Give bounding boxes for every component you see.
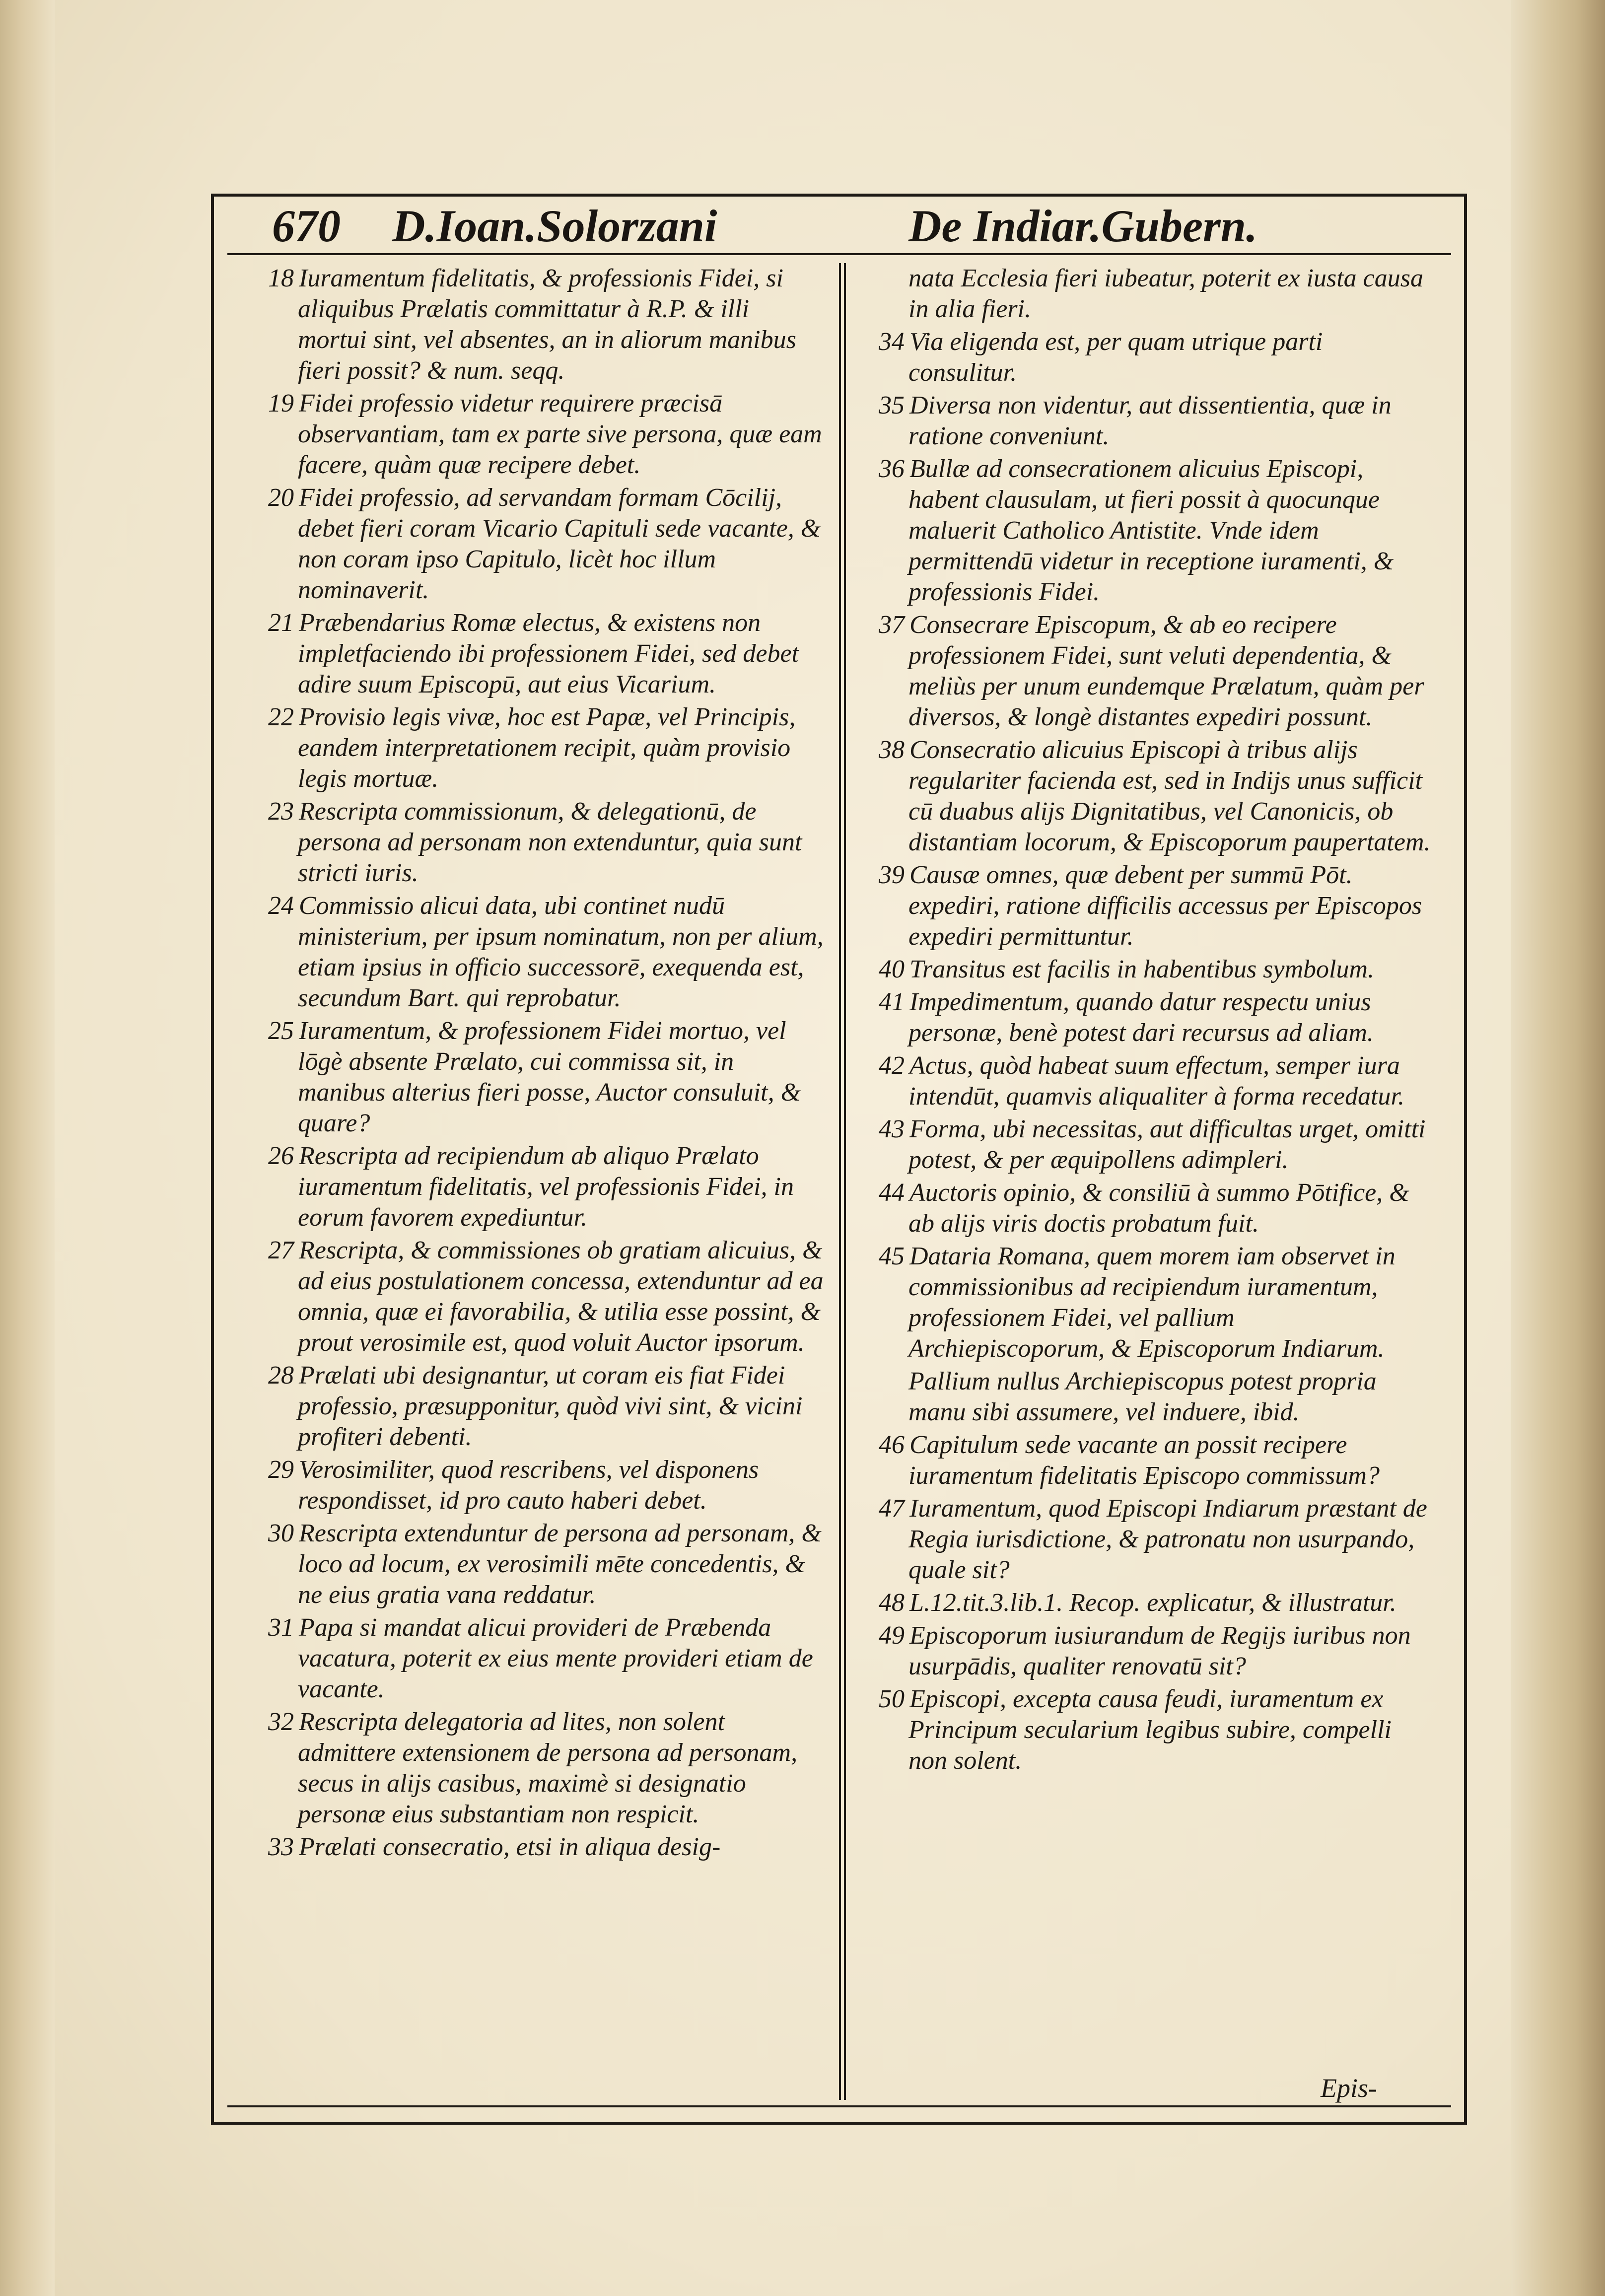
index-entry xyxy=(268,891,824,1014)
entry-number: 20 xyxy=(268,484,294,512)
entry-text: Prælati consecratio, etsi in aliqua desig- xyxy=(299,1833,721,1861)
entry-text: Rescripta commissionum, & delegationū, de persona ad personam non extenduntur, quia sunt stricti iuris. xyxy=(298,797,802,887)
left-column xyxy=(268,263,824,1865)
index-entry xyxy=(268,1518,824,1610)
index-entry xyxy=(268,1141,824,1233)
entry-number: 24 xyxy=(268,892,294,920)
entry-text: L.12.tit.3.lib.1. Recop. explicatur, & illustratur. xyxy=(909,1589,1396,1617)
page-gutter xyxy=(0,0,55,2296)
entry-number: 32 xyxy=(268,1708,294,1736)
index-entry xyxy=(268,1235,824,1358)
entry-number: 49 xyxy=(879,1621,905,1650)
entry-text: Actus, quòd habeat suum effectum, semper iura intendūt, quamvis aliqualiter à forma recedatur. xyxy=(908,1051,1404,1111)
entry-number: 39 xyxy=(879,861,905,889)
index-entry xyxy=(879,1050,1435,1112)
page-number: 670 xyxy=(272,201,341,251)
entry-number: 26 xyxy=(268,1142,294,1170)
index-entry xyxy=(268,1832,824,1863)
index-entry xyxy=(879,1114,1435,1176)
entry-text: Rescripta delegatoria ad lites, non solent admittere extensionem de persona ad personam, secus in alijs casibus, maximè si designatio personæ eius substantiam non respicit. xyxy=(298,1708,798,1828)
running-head-title: De Indiar.Gubern. xyxy=(908,201,1257,251)
entry-text: Forma, ubi necessitas, aut difficultas urget, omitti potest, & per æquipollens adimpleri. xyxy=(908,1115,1426,1174)
entry-text: Pallium nullus Archiepiscopus potest propria manu sibi assumere, vel induere, ibid. xyxy=(908,1367,1377,1426)
entry-text: Prælati ubi designantur, ut coram eis fiat Fidei professio, præsupponitur, quòd vivi sint, & vicini profiteri debenti. xyxy=(298,1361,803,1451)
index-entry xyxy=(268,1455,824,1516)
entry-text: Consecrare Episcopum, & ab eo recipere professionem Fidei, sunt veluti dependentia, & meliùs per unum eundemque Prælatum, quàm per diversos, & longè distantes expediri possunt. xyxy=(908,611,1424,731)
entry-text: Via eligenda est, per quam utrique parti consulitur. xyxy=(908,328,1323,387)
entry-number: 18 xyxy=(268,264,294,292)
index-entry xyxy=(879,454,1435,608)
index-entry xyxy=(879,390,1435,452)
index-entry xyxy=(879,860,1435,952)
index-entry xyxy=(879,1493,1435,1586)
entry-number: 30 xyxy=(268,1519,294,1547)
entry-number: 29 xyxy=(268,1456,294,1484)
entry-text: Iuramentum fidelitatis, & professionis Fidei, si aliquibus Prælatis committatur à R.P. & illi mortui sint, vel absentes, an in aliorum manibus fieri possit? & num. seqq. xyxy=(298,264,796,385)
entry-text: Rescripta extenduntur de persona ad personam, & loco ad locum, ex verosimili mēte concedentis, & ne eius gratia vana reddatur. xyxy=(298,1519,822,1609)
entry-text: Provisio legis vivæ, hoc est Papæ, vel Principis, eandem interpretationem recipit, quàm provisio legis mortuæ. xyxy=(298,703,796,793)
entry-text: Episcoporum iusiurandum de Regijs iuribus non usurpādis, qualiter renovatū sit? xyxy=(908,1621,1411,1680)
entry-number: 35 xyxy=(879,391,905,419)
entry-number: 45 xyxy=(879,1242,905,1270)
entry-number: 50 xyxy=(879,1685,905,1713)
entry-number: 38 xyxy=(879,736,905,764)
entry-number: 43 xyxy=(879,1115,905,1143)
index-entry xyxy=(268,1707,824,1830)
entry-text: Fidei professio videtur requirere præcisā observantiam, tam ex parte sive persona, quæ eam facere, quàm quæ recipere debet. xyxy=(298,389,822,479)
entry-text: Consecratio alicuius Episcopi à tribus alijs regulariter facienda est, sed in Indijs unus sufficit cū duabus alijs Dignitatibus, vel Canonicis, ob distantiam locorum, & Episcoporum paupertatem. xyxy=(908,736,1431,856)
index-entry xyxy=(879,1366,1435,1428)
entry-text: Rescripta ad recipiendum ab aliquo Prælato iuramentum fidelitatis, vel professionis Fidei, in eorum favorem expediuntur. xyxy=(298,1142,794,1232)
entry-text: Papa si mandat alicui provideri de Præbenda vacatura, poterit ex eius mente provideri etiam de vacante. xyxy=(298,1613,813,1703)
index-entry xyxy=(879,954,1435,985)
entry-text: Auctoris opinio, & consiliū à summo Pōtifice, & ab alijs viris doctis probatum fuit. xyxy=(908,1179,1409,1238)
entry-text: Iuramentum, quod Episcopi Indiarum præstant de Regia iurisdictione, & patronatu non usurpando, quale sit? xyxy=(908,1494,1427,1584)
index-entry xyxy=(879,610,1435,733)
entry-number: 41 xyxy=(879,988,905,1016)
entry-number: 48 xyxy=(879,1589,905,1617)
index-entry xyxy=(268,1360,824,1453)
entry-text: Bullæ ad consecrationem alicuius Episcopi, habent clausulam, ut fieri possit à quocunque maluerit Catholico Antistite. Vnde idem permittendū videtur in receptione iuramenti, & professionis Fidei. xyxy=(908,455,1394,606)
index-entry xyxy=(268,1016,824,1139)
entry-text: Episcopi, excepta causa feudi, iuramentum ex Principum secularium legibus subire, compelli non solent. xyxy=(908,1685,1392,1775)
right-column xyxy=(879,263,1435,1778)
entry-number: 34 xyxy=(879,328,905,356)
entry-text: Capitulum sede vacante an possit recipere iuramentum fidelitatis Episcopo commissum? xyxy=(908,1431,1380,1490)
index-entry xyxy=(268,702,824,794)
entry-number: 22 xyxy=(268,703,294,731)
index-entry xyxy=(268,483,824,606)
entry-text: Transitus est facilis in habentibus symbolum. xyxy=(909,955,1375,983)
entry-number: 25 xyxy=(268,1017,294,1045)
index-entry xyxy=(879,1588,1435,1618)
entry-number: 19 xyxy=(268,389,294,417)
index-entry xyxy=(879,263,1435,325)
entry-text: Commissio alicui data, ubi continet nudū ministerium, per ipsum nominatum, non per alium, etiam ipsius in officio successorē, exequenda est, secundum Bart. qui reprobatur. xyxy=(298,892,824,1012)
entry-number: 42 xyxy=(879,1051,905,1080)
index-entry xyxy=(879,1430,1435,1491)
entry-text: Dataria Romana, quem morem iam observet in commissionibus ad recipiendum iuramentum, professionem Fidei, vel pallium Archiepiscoporum, & Episcoporum Indiarum. xyxy=(908,1242,1396,1363)
catchword: Epis- xyxy=(1321,2073,1377,2103)
index-entry xyxy=(268,608,824,700)
index-entry xyxy=(879,1241,1435,1364)
page-fore-edge xyxy=(1511,0,1605,2296)
entry-text: Impedimentum, quando datur respectu unius personæ, benè potest dari recursus ad aliam. xyxy=(908,988,1374,1047)
entry-number: 36 xyxy=(879,455,905,483)
index-entry xyxy=(268,388,824,481)
index-entry xyxy=(879,1178,1435,1239)
index-entry xyxy=(879,1684,1435,1776)
entry-number: 46 xyxy=(879,1431,905,1459)
index-entry xyxy=(268,263,824,386)
entry-text: Rescripta, & commissiones ob gratiam alicuius, & ad eius postulationem concessa, extenduntur ad ea omnia, quæ ei favorabilia, & utilia esse possint, & prout verosimile est, quod voluit Auctor ipsorum. xyxy=(298,1236,824,1357)
entry-text: Iuramentum, & professionem Fidei mortuo, vel lōgè absente Prælato, cui commissa sit, in manibus alterius fieri posse, Auctor consuluit, & quare? xyxy=(298,1017,801,1137)
entry-text: Verosimiliter, quod rescribens, vel disponens respondisset, id pro cauto haberi debet. xyxy=(298,1456,759,1515)
entry-number: 28 xyxy=(268,1361,294,1390)
entry-number: 40 xyxy=(879,955,905,983)
entry-text: nata Ecclesia fieri iubeatur, poterit ex iusta causa in alia fieri. xyxy=(908,264,1423,323)
entry-number: 37 xyxy=(879,611,905,639)
entry-number: 31 xyxy=(268,1613,294,1642)
index-entry xyxy=(879,735,1435,858)
entry-number: 33 xyxy=(268,1833,294,1861)
column-divider xyxy=(844,263,846,2100)
entry-text: Præbendarius Romæ electus, & existens non impletfaciendo ibi professionem Fidei, sed debet adire suum Episcopū, aut eius Vicarium. xyxy=(298,609,799,698)
entry-number: 27 xyxy=(268,1236,294,1264)
entry-number: 21 xyxy=(268,609,294,637)
entry-number: 23 xyxy=(268,797,294,826)
index-entry xyxy=(879,327,1435,388)
index-entry xyxy=(268,796,824,889)
entry-text: Causæ omnes, quæ debent per summū Pōt. expediri, ratione difficilis accessus per Episcopos expediri permittuntur. xyxy=(908,861,1422,951)
index-entry xyxy=(879,1620,1435,1682)
column-divider xyxy=(839,263,841,2100)
index-entry xyxy=(268,1612,824,1705)
index-entry xyxy=(879,987,1435,1048)
entry-number: 47 xyxy=(879,1494,905,1523)
entry-text: Fidei professio, ad servandam formam Cōcilij, debet fieri coram Vicario Capituli sede vacante, & non coram ipso Capitulo, licèt hoc illum nominaverit. xyxy=(298,484,821,604)
entry-number: 44 xyxy=(879,1179,905,1207)
running-head-author: D.Ioan.Solorzani xyxy=(392,201,717,251)
entry-text: Diversa non videntur, aut dissentientia, quæ in ratione conveniunt. xyxy=(908,391,1392,450)
